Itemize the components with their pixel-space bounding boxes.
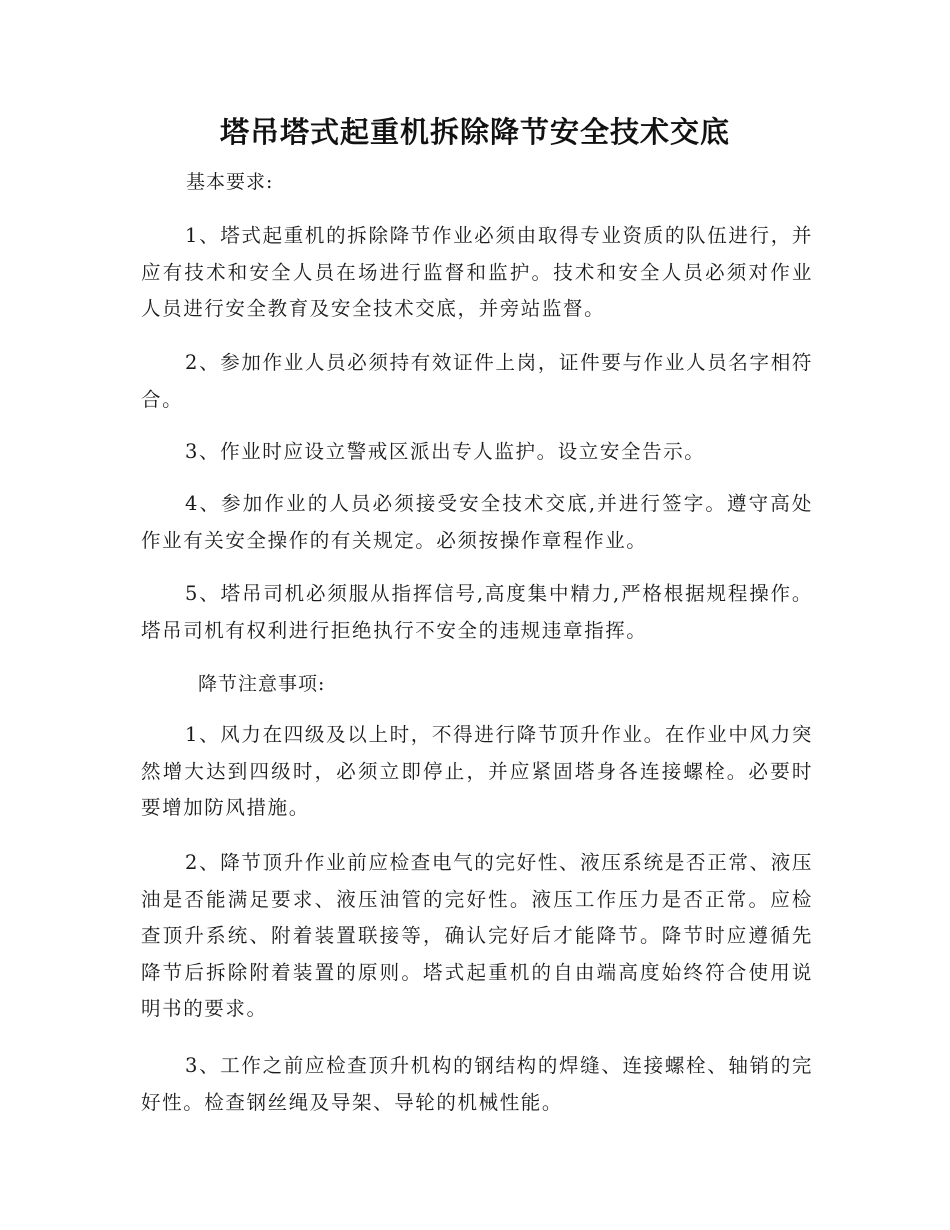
section-heading-basic-requirements: 基本要求: bbox=[186, 171, 274, 193]
paragraph-basic-2: 2、参加作业人员必须持有效证件上岗，证件要与作业人员名字相符合。 bbox=[141, 351, 813, 411]
document-title: 塔吊塔式起重机拆除降节安全技术交底 bbox=[219, 115, 730, 149]
paragraph-basic-3: 3、作业时应设立警戒区派出专人监护。设立安全告示。 bbox=[185, 440, 706, 463]
paragraph-notes-1: 1、风力在四级及以上时，不得进行降节顶升作业。在作业中风力突然增大达到四级时，必须立即停止，并应紧固塔身各连接螺栓。必要时要增加防风措施。 bbox=[141, 723, 813, 819]
paragraph-basic-4: 4、参加作业的人员必须接受安全技术交底,并进行签字。遵守高处作业有关安全操作的有关规定。必须按操作章程作业。 bbox=[141, 492, 813, 552]
paragraph-basic-5: 5、塔吊司机必须服从指挥信号,高度集中精力,严格根据规程操作。塔吊司机有权利进行拒绝执行不安全的违规违章指挥。 bbox=[141, 582, 813, 642]
paragraph-notes-2: 2、降节顶升作业前应检查电气的完好性、液压系统是否正常、液压油是否能满足要求、液压油管的完好性。液压工作压力是否正常。应检查顶升系统、附着装置联接等，确认完好后才能降节。降节时应遵循先降节后拆除附着装置的原则。塔式起重机的自由端高度始终符合使用说明书的要求。 bbox=[141, 851, 813, 1020]
section-heading-lowering-notes: 降节注意事项: bbox=[198, 673, 326, 695]
paragraph-notes-3: 3、工作之前应检查顶升机构的钢结构的焊缝、连接螺栓、轴销的完好性。检查钢丝绳及导架、导轮的机械性能。 bbox=[141, 1054, 813, 1114]
paragraph-basic-1: 1、塔式起重机的拆除降节作业必须由取得专业资质的队伍进行，并应有技术和安全人员在场进行监督和监护。技术和安全人员必须对作业人员进行安全教育及安全技术交底，并旁站监督。 bbox=[141, 224, 813, 320]
